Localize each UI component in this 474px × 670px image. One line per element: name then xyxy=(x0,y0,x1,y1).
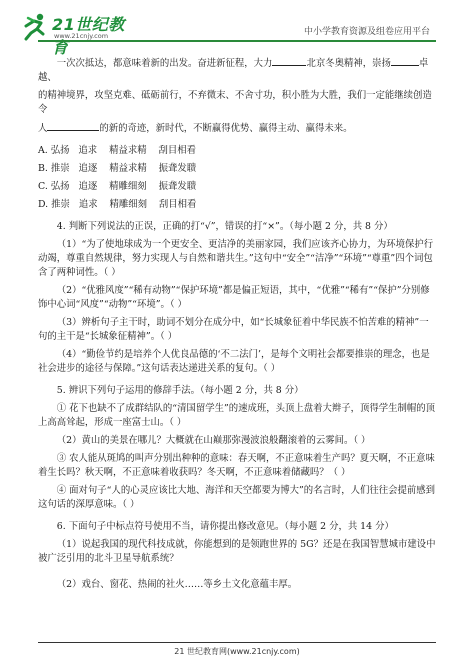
runner-logo-icon xyxy=(20,12,50,42)
q4-item: （2）“优雅风度”“稀有动物”“保护环境”都是偏正短语，其中，“优雅”“稀有”“保护”分别修饰中心词“风度”“动物”“环境”。（ ） xyxy=(38,285,430,310)
q4-item: （4）“勤俭节约是培养个人优良品德的‘不二法门’，是每个文明社会都要推崇的理念，也是社会进步的途径与保障。”这句话表达递进关系的复句。（ ） xyxy=(38,349,430,374)
footer-divider xyxy=(38,642,436,643)
option-b: B. 推崇 追逐 精益求精 振聋发聩 xyxy=(38,163,197,174)
q6-item: （1）说起我国的现代科技成就，你能想到的是领跑世界的 5G？还是在我国智慧城市建设中被广泛引用的北斗卫星导航系统？ xyxy=(38,539,436,564)
q5-item: ④ 面对句子“人的心灵应该比大地、海洋和天空都要为博大”的名言时，人们往往会提前感到这句话的深厚意味。（ ） xyxy=(38,485,435,510)
option-a: A. 弘扬 追求 精益求精 刮目相看 xyxy=(38,145,197,156)
header-divider xyxy=(38,40,436,42)
q6-item: （2）戏台、窗花、热闹的社火……等乡土文化意蕴丰厚。 xyxy=(56,579,298,590)
q5-title: 5. 辨识下列句子运用的修辞手法。（每小题 2 分，共 8 分） xyxy=(56,385,304,396)
q5-item: ① 花下也缺不了成群结队的“清国留学生”的速成班，头顶上盘着大辫子，顶得学生制帽的顶上高高耸起，形成一座富士山。（ ） xyxy=(38,403,435,428)
q4-item: （3）辨析句子主干时，助词不划分在成分中，如“长城象征着中华民族不怕苦难的精神”一句的主干是“长城象征精神”。（ ） xyxy=(38,317,429,342)
header-tagline: 中小学教育资源及组卷应用平台 xyxy=(303,27,430,37)
document-body xyxy=(38,56,436,592)
passage-line-1: 一次次抵达，都意味着新的出发。奋进新征程，大力 北京冬奥精神，崇扬 卓越、 xyxy=(38,58,429,83)
q5-item: ③ 农人能从斑鸠的叫声分别出种种的意味：春天啊，不正意味着生产吗？夏天啊，不正意味着生长吗？秋天啊，不正意味着收获吗？冬天啊，不正意味着储藏吗？（ ） xyxy=(38,453,435,478)
logo-url: www.21cnjy.com xyxy=(54,32,109,40)
blank-1 xyxy=(272,56,306,66)
passage-line-2: 的精神境界，攻坚克难、砥砺前行，不弃微末、不舍寸功，积小胜为大胜，我们一定能继续创造令 xyxy=(38,90,432,115)
q4-item: （1）“为了使地球成为一个更安全、更洁净的美丽家园，我们应该齐心协力，为环境保护行动竭，尊重自然规律，努力实现人与自然和谐共生。”这句中“安全”“洁净”“环境”“尊重”四个词包含了两种词性。（ ） xyxy=(38,239,434,278)
page-header xyxy=(0,0,474,57)
option-c: C. 弘扬 追逐 精雕细刻 振聋发聩 xyxy=(38,181,197,192)
blank-2 xyxy=(391,56,419,66)
page-footer: 21 世纪教育网(www.21cnjy.com) xyxy=(174,647,300,656)
passage-line-3: 人 的新的奇迹，新时代，不断赢得优势、赢得主动、赢得未来。 xyxy=(38,123,353,134)
q6-title: 6. 下面句子中标点符号使用不当，请你提出修改意见。（每小题 2 分，共 14 分） xyxy=(56,521,394,532)
q5-item: （2）黄山的美景在哪儿？大概就在山巅那弥漫波浪般翻滚着的云雾间。（ ） xyxy=(56,435,371,446)
blank-3 xyxy=(47,121,99,131)
q4-title: 4. 判断下列说法的正误，正确的打“√”，错误的打“×”。（每小题 2 分，共 8 分） xyxy=(56,221,393,232)
option-d: D. 推崇 追求 精雕细刻 刮目相看 xyxy=(38,199,197,210)
logo-text: 21世纪教育 xyxy=(52,15,125,57)
